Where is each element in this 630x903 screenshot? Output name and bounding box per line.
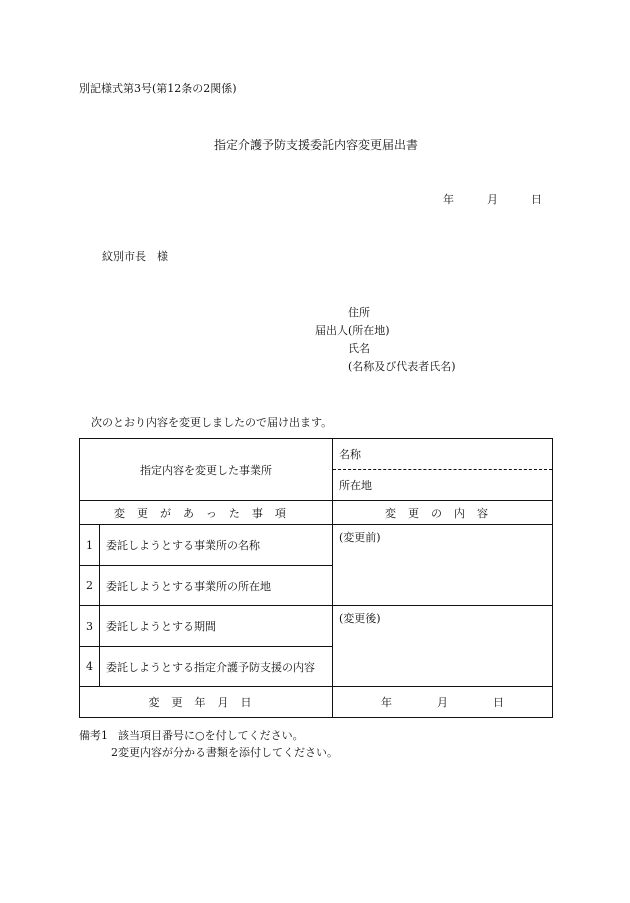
filer-label: 届出人 [315,324,348,337]
date-year-label: 年 [443,193,454,206]
item-2-number: 2 [80,566,100,606]
change-date-month: 月 [437,696,448,709]
change-form-table [79,438,553,718]
item-2-text: 委託しようとする事業所の所在地 [100,566,333,606]
change-date-value [333,687,553,718]
notes-label: 備考1 [79,729,108,742]
note-2: 変更内容が分かる書類を添付してください。 [118,746,338,759]
intro-text: 次のとおり内容を変更しましたので届け出ます。 [91,416,333,429]
change-date-year: 年 [381,696,392,709]
change-date-day: 日 [493,696,504,709]
notes [79,729,338,763]
item-1-text: 委託しようとする事業所の名称 [100,525,333,566]
filer-block [300,306,456,378]
date-month-label: 月 [487,193,498,206]
item-4-text: 委託しようとする指定介護予防支援の内容 [100,647,333,687]
office-header: 指定内容を変更した事業所 [80,439,333,501]
filer-address-label: 住所 [348,306,370,319]
item-4-number: 4 [80,647,100,687]
after-change-cell [333,606,553,687]
contents-header: 変更の内容 [333,501,553,525]
document-title: 指定介護予防支援委託内容変更届出書 [214,138,419,152]
after-change-label: (変更後) [339,612,381,625]
office-location-label: 所在地 [333,470,553,501]
filer-name-label: 氏名 [348,342,370,355]
filer-address-sub: (所在地) [348,324,390,337]
before-change-cell [333,525,553,606]
item-3-number: 3 [80,606,100,647]
before-change-label: (変更前) [339,531,381,544]
item-1-number: 1 [80,525,100,566]
note-2-number: 2 [111,746,118,759]
addressee: 紋別市長 様 [102,250,168,263]
submission-date [443,193,542,207]
filer-name-sub: (名称及び代表者氏名) [348,360,456,373]
item-3-text: 委託しようとする期間 [100,606,333,647]
form-reference: 別記様式第3号(第12条の2関係) [79,82,237,95]
date-day-label: 日 [531,193,542,206]
note-1: 該当項目番号に○を付してください。 [118,729,304,742]
items-header: 変更があった事項 [80,501,333,525]
office-name-label: 名称 [333,439,553,470]
change-date-label: 変更年月日 [80,687,333,718]
